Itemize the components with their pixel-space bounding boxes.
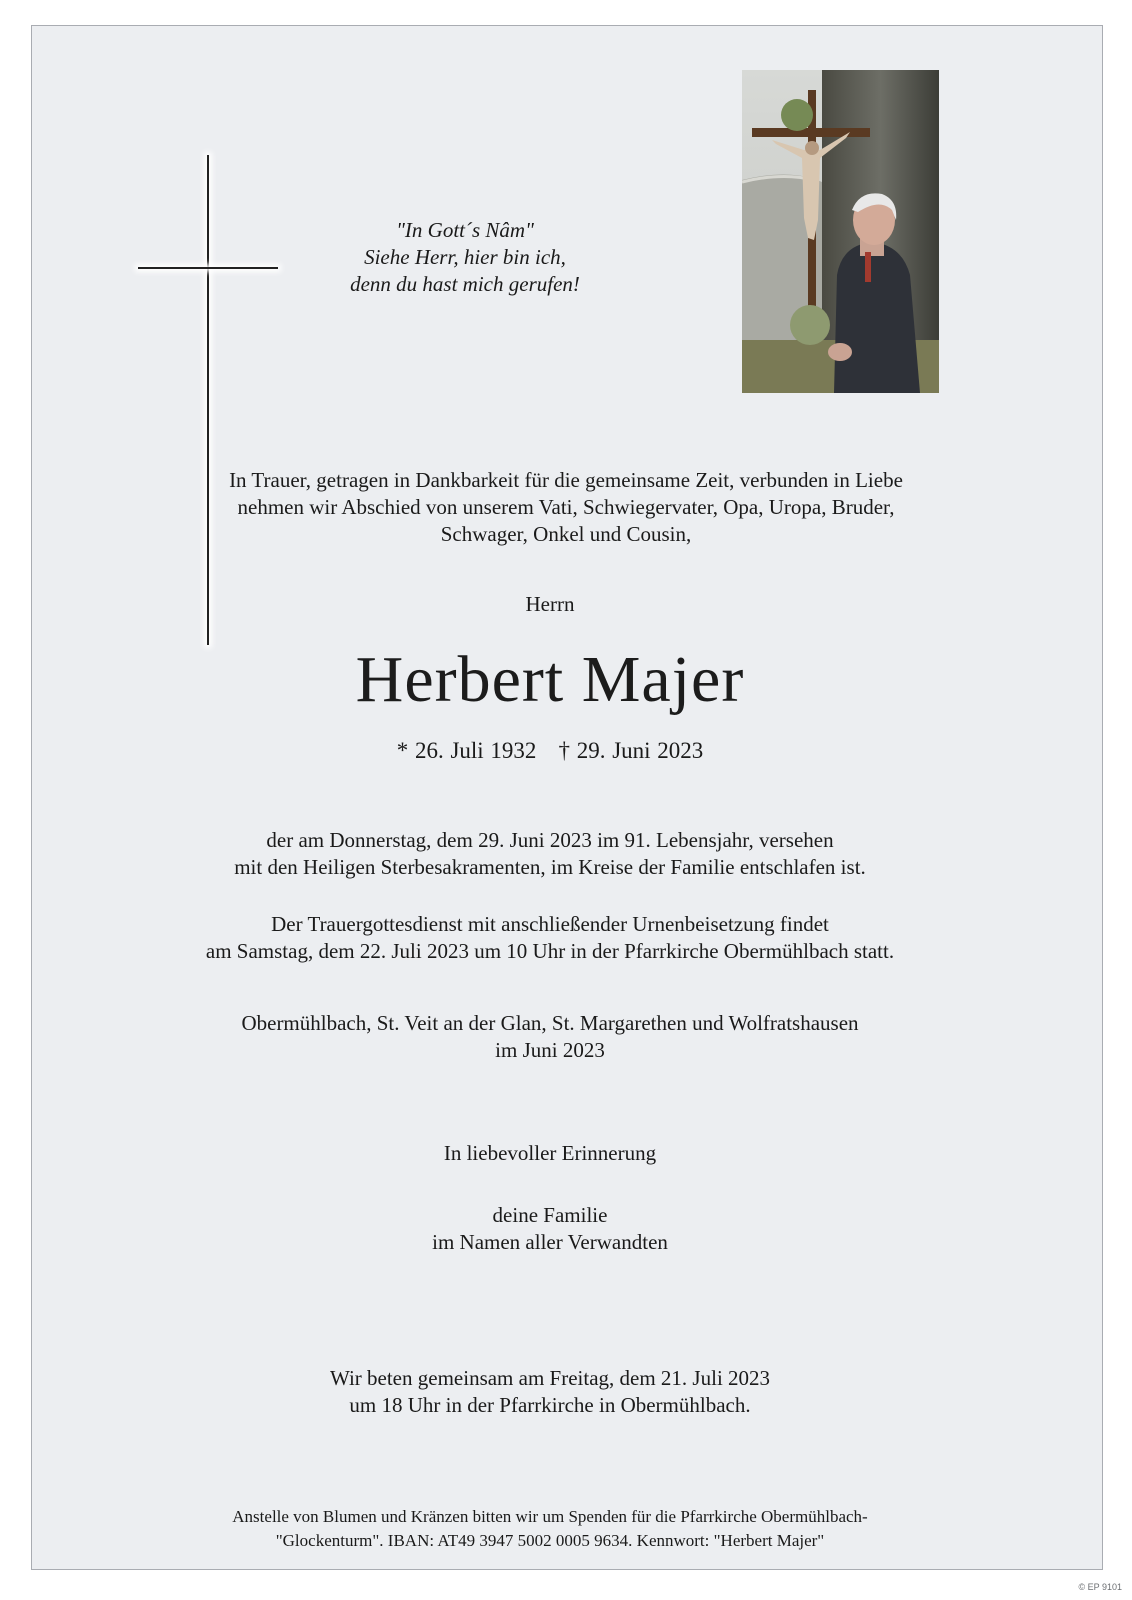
bible-quote [300, 217, 630, 298]
intro-text [0, 467, 1132, 548]
places-line-2: im Juni 2023 [495, 1038, 605, 1062]
intro-line-1: In Trauer, getragen in Dankbarkeit für die gemeinsame Zeit, verbunden in Liebe [229, 468, 903, 492]
birth-date: * 26. Juli 1932 [396, 738, 537, 763]
salutation [0, 591, 1100, 618]
life-dates [0, 736, 1100, 766]
remembrance [0, 1140, 1100, 1167]
quote-line-2: Siehe Herr, hier bin ich, [364, 245, 566, 269]
corpus-head [805, 141, 819, 155]
donation-line-1: Anstelle von Blumen und Kränzen bitten wir um Spenden für die Pfarrkirche Obermühlbach- [232, 1507, 868, 1526]
donation-notice [0, 1505, 1100, 1553]
quote-line-3: denn du hast mich gerufen! [350, 272, 580, 296]
foliage [781, 99, 813, 131]
family-line-1: deine Familie [492, 1203, 608, 1227]
cross-horizontal-beam [138, 267, 278, 269]
remembrance-text: In liebevoller Erinnerung [443, 1141, 657, 1165]
prayer-line-2: um 18 Uhr in der Pfarrkirche in Obermühlbach. [349, 1393, 751, 1417]
portrait-photo [742, 70, 939, 393]
intro-line-3: Schwager, Onkel und Cousin, [440, 522, 692, 546]
cross-vertical-beam [207, 155, 209, 645]
salutation-text: Herrn [525, 592, 575, 616]
template-code: © EP 9101 [1078, 1582, 1122, 1592]
service-line-1: Der Trauergottesdienst mit anschließender Urnenbeisetzung findet [271, 912, 829, 936]
family-signature [0, 1202, 1100, 1256]
quote-line-1: "In Gott´s Nâm" [396, 218, 534, 242]
death-notice-line-1: der am Donnerstag, dem 29. Juni 2023 im 91. Lebensjahr, versehen [266, 828, 834, 852]
death-notice [0, 827, 1100, 881]
cross-icon [138, 155, 278, 645]
crucifix-beam [752, 128, 870, 137]
donation-line-2: "Glockenturm". IBAN: AT49 3947 5002 0005 9634. Kennwort: "Herbert Majer" [275, 1531, 825, 1550]
places-line-1: Obermühlbach, St. Veit an der Glan, St. Margarethen und Wolfratshausen [241, 1011, 859, 1035]
family-line-2: im Namen aller Verwandten [432, 1230, 668, 1254]
death-notice-line-2: mit den Heiligen Sterbesakramenten, im Kreise der Familie entschlafen ist. [234, 855, 866, 879]
service-line-2: am Samstag, dem 22. Juli 2023 um 10 Uhr in der Pfarrkirche Obermühlbach statt. [205, 939, 895, 963]
prayer-line-1: Wir beten gemeinsam am Freitag, dem 21. Juli 2023 [329, 1366, 771, 1390]
man-tie [865, 252, 871, 282]
portrait-photo-illustration [742, 70, 939, 393]
intro-line-2: nehmen wir Abschied von unserem Vati, Schwiegervater, Opa, Uropa, Bruder, [237, 495, 895, 519]
flowers [790, 305, 830, 345]
man-hand [828, 343, 852, 361]
funeral-service [0, 911, 1100, 965]
deceased-name: Herbert Majer [355, 643, 745, 716]
death-date: † 29. Juni 2023 [558, 738, 704, 763]
places-and-date [0, 1010, 1100, 1064]
prayer-notice [0, 1365, 1100, 1419]
